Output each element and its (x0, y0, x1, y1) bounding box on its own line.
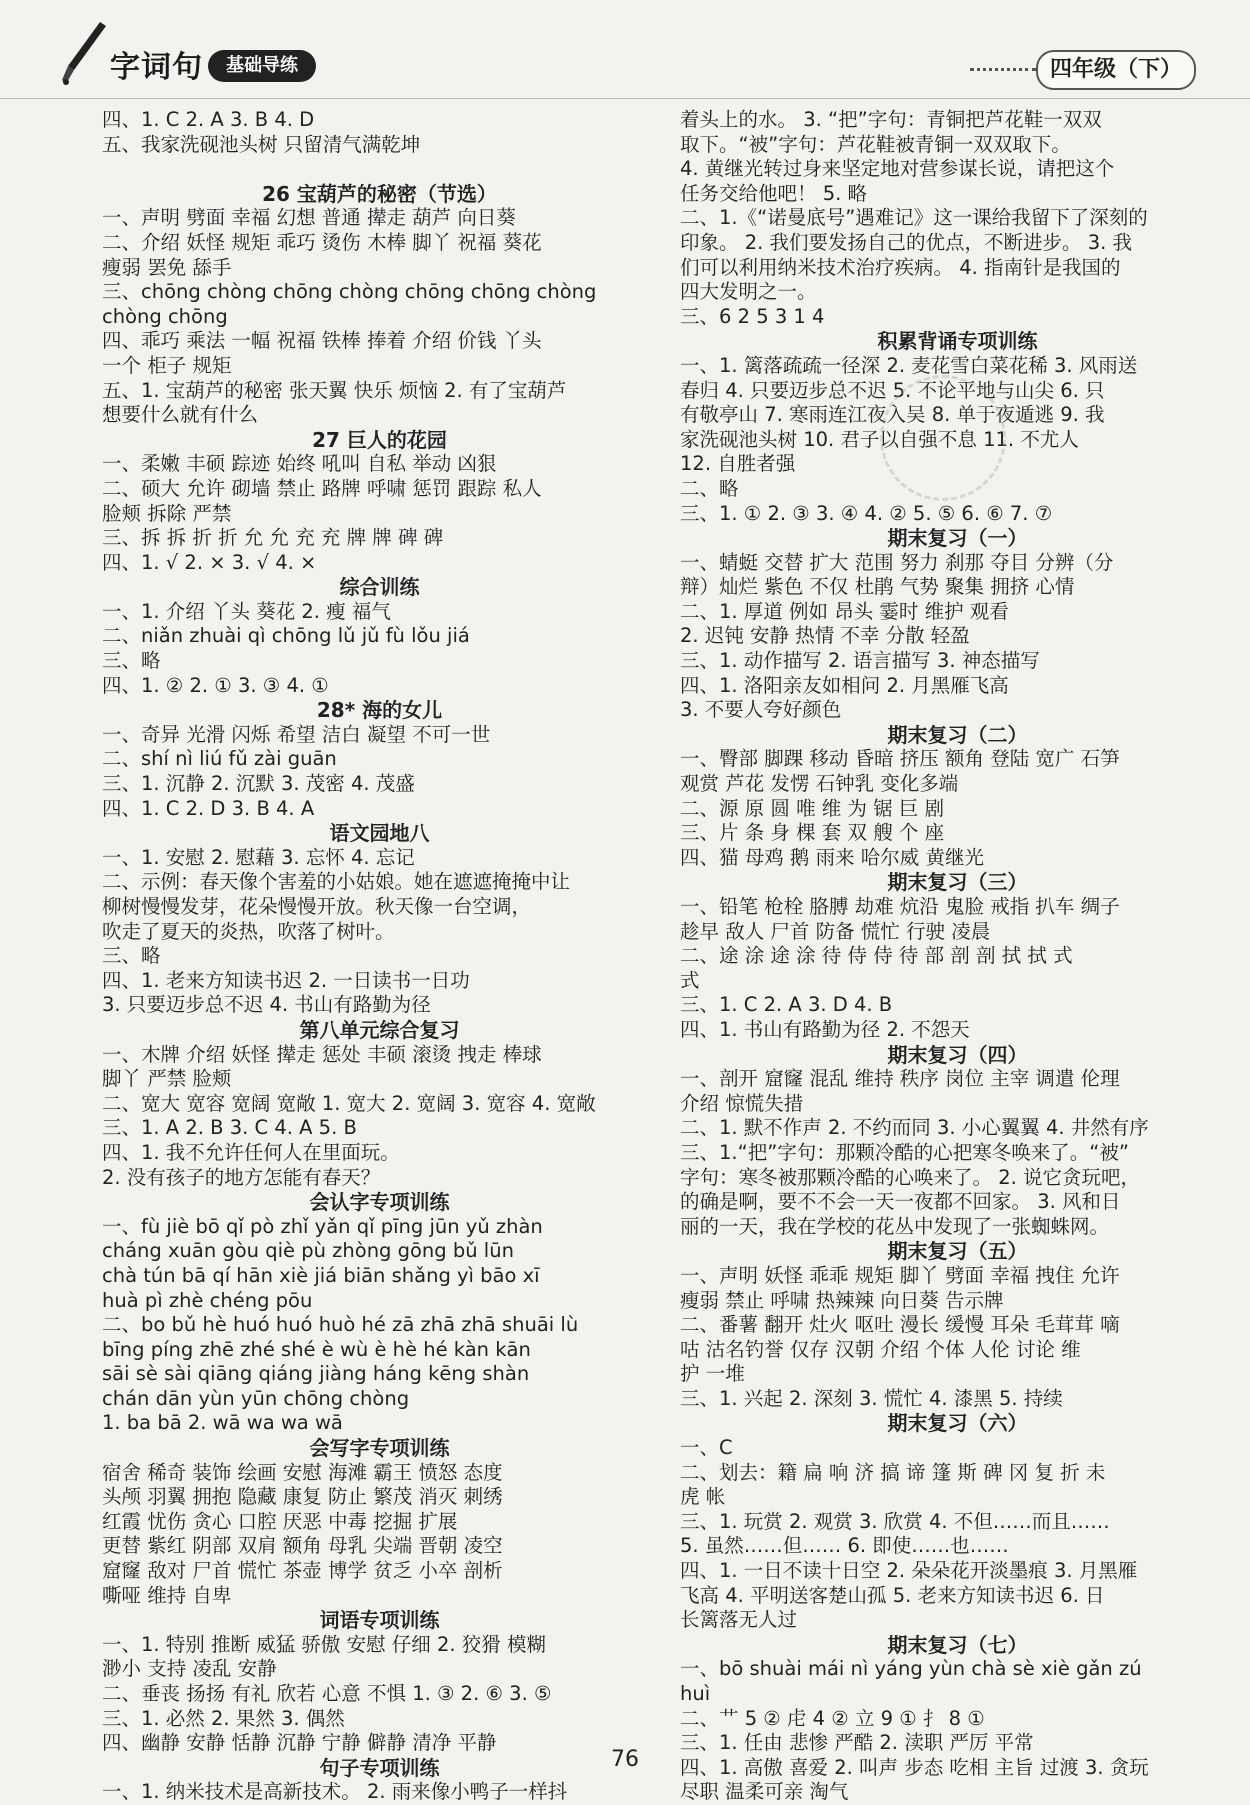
answer-line: 一、声明 妖怪 乖乖 规矩 脚丫 劈面 幸福 拽住 允许 (680, 1263, 1120, 1287)
answer-line: 一、奇异 光滑 闪烁 希望 洁白 凝望 不可一世 (102, 722, 491, 746)
answer-line: 取下。“被”字句：芦花鞋被青铜一双双取下。 (680, 132, 1071, 156)
answer-line: chà tún bā qí hān xiè jiá biān shǎng yì bāo xī (102, 1263, 540, 1287)
answer-line: 三、1. A 2. B 3. C 4. A 5. B (102, 1116, 357, 1140)
answer-line: 飞高 4. 平明送客楚山孤 5. 老来方知读书迟 6. 日 (680, 1583, 1105, 1607)
answer-line: 尽职 温柔可亲 淘气 (680, 1780, 849, 1804)
answer-line: 4. 黄继光转过身来坚定地对营参谋长说，请把这个 (680, 157, 1115, 181)
answer-line: 三、1.“把”字句：那颗冷酷的心把寒冬唤来了。“被” (680, 1140, 1130, 1164)
answer-line: 一、C (680, 1436, 733, 1460)
answer-line: 瘦弱 禁止 呼啸 热辣辣 向日葵 告示牌 (680, 1288, 1004, 1312)
answer-line: chòng chōng (102, 304, 228, 328)
answer-line: 三、1. 任由 悲惨 严酷 2. 渎职 严厉 平常 (680, 1731, 1034, 1755)
answer-line: 三、1. C 2. A 3. D 4. B (680, 993, 893, 1017)
answer-line: 柳树慢慢发芽，花朵慢慢开放。秋天像一台空调， (102, 895, 532, 918)
answer-line: 窟窿 敌对 尸首 慌忙 茶壶 博学 贫乏 小卒 剖析 (102, 1559, 503, 1583)
answer-line: 三、1. 动作描写 2. 语言描写 3. 神态描写 (680, 649, 1040, 673)
answer-line: 四、1. 我不允许任何人在里面玩。 (102, 1140, 400, 1164)
answer-line: 吹走了夏天的炎热，吹落了树叶。 (102, 919, 395, 943)
answer-line: 四、1. 高傲 喜爱 2. 叫声 步态 吃相 主旨 过渡 3. 贪玩 (680, 1755, 1149, 1779)
logo-badge: 基础导练 (208, 50, 316, 82)
answer-line: 三、拆 拆 折 折 允 允 充 充 牌 牌 碑 碑 (102, 526, 444, 550)
right-answer-column (680, 108, 1235, 1805)
section-title: 期末复习（七） (887, 1632, 1028, 1657)
answer-line: 瘦弱 罢免 舔手 (102, 255, 232, 279)
answer-line: 二、宽大 宽容 宽阔 宽敞 1. 宽大 2. 宽阔 3. 宽容 4. 宽敞 (102, 1091, 596, 1115)
answer-line: 四、1. 一日不读十日空 2. 朵朵花开淡墨痕 3. 月黑雁 (680, 1559, 1138, 1583)
answer-line: 二、略 (680, 476, 739, 500)
answer-line: 四、1. √ 2. × 3. √ 4. × (102, 550, 317, 574)
answer-line: 一、bō shuài mái nì yáng yùn chà sè xiè gǎn zú (680, 1657, 1142, 1681)
answer-line: 渺小 支持 凌乱 安静 (102, 1657, 277, 1681)
answer-line: 着头上的水。 3. “把”字句：青铜把芦花鞋一双双 (680, 108, 1102, 131)
answer-line: 一、臀部 脚踝 移动 昏暗 挤压 额角 登陆 宽广 石笋 (680, 747, 1120, 771)
answer-line: 三、1. ① 2. ③ 3. ④ 4. ② 5. ⑤ 6. ⑥ 7. ⑦ (680, 501, 1053, 525)
answer-line: 脚丫 严禁 脸颊 (102, 1067, 232, 1091)
answer-line: 三、1. 兴起 2. 深刻 3. 慌忙 4. 漆黑 5. 持续 (680, 1386, 1063, 1410)
header-rule (0, 98, 1250, 99)
answer-line: 头颅 羽翼 拥抱 隐藏 康复 防止 繁茂 消灭 刺绣 (102, 1485, 503, 1509)
answer-line: 印象。 2. 我们要发扬自己的优点，不断进步。 3. 我 (680, 230, 1133, 254)
answer-line: 更替 紫红 阴部 双肩 额角 母乳 尖端 晋朝 凌空 (102, 1534, 503, 1558)
answer-line: 5. 虽然……但…… 6. 即使……也…… (680, 1534, 1009, 1558)
answer-line: 三、1. 必然 2. 果然 3. 偶然 (102, 1706, 345, 1730)
section-title: 期末复习（四） (887, 1042, 1028, 1067)
answer-line: 四、1. ② 2. ① 3. ③ 4. ① (102, 673, 329, 697)
answer-line: 护 一堆 (680, 1362, 745, 1386)
answer-line: 三、1. 沉静 2. 沉默 3. 茂密 4. 茂盛 (102, 772, 415, 796)
section-title: 综合训练 (339, 575, 420, 600)
answer-line: 们可以利用纳米技术治疗疾病。 4. 指南针是我国的 (680, 255, 1121, 279)
answer-line: 二、划去：籍 扁 响 济 搞 谛 篷 斯 碑 冈 复 折 未 (680, 1460, 1106, 1484)
answer-line: 二、介绍 妖怪 规矩 乖巧 烫伤 木棒 脚丫 祝福 葵花 (102, 230, 542, 254)
answer-line: 有敬亭山 7. 寒雨连江夜入吴 8. 单于夜遁逃 9. 我 (680, 403, 1105, 427)
answer-line: 四、1. 书山有路勤为径 2. 不怨天 (680, 1017, 970, 1041)
answer-line: 任务交给他吧！ 5. 略 (680, 181, 868, 205)
answer-line: 三、6 2 5 3 1 4 (680, 304, 825, 328)
section-title: 26 宝葫芦的秘密（节选） (262, 181, 497, 206)
left-answer-column (102, 108, 657, 1805)
section-title: 期末复习（二） (887, 722, 1028, 747)
section-title: 第八单元综合复习 (299, 1017, 460, 1042)
answer-line: 的确是啊，要不不会一天一夜都不回家。 3. 风和日 (680, 1190, 1121, 1214)
answer-line: 三、片 条 身 棵 套 双 艘 个 座 (680, 821, 945, 845)
answer-line: 辩）灿烂 紫色 不仅 杜鹃 气势 聚集 拥挤 心情 (680, 575, 1075, 599)
answer-line: 四、乖巧 乘法 一幅 祝福 铁棒 捧着 介绍 价钱 丫头 (102, 329, 542, 353)
answer-line: 红霞 忧伤 贪心 口腔 厌恶 中毒 挖掘 扩展 (102, 1509, 458, 1533)
answer-line: 二、途 涂 途 涂 待 侍 侍 待 部 剖 剖 拭 拭 式 (680, 944, 1073, 968)
answer-line: 二、1.《“诺曼底号”遇难记》这一课给我留下了深刻的 (680, 206, 1148, 230)
watermark-stamp (880, 375, 1006, 501)
answer-line: 一、1. 介绍 丫头 葵花 2. 瘦 福气 (102, 599, 391, 623)
answer-line: 四、1. 洛阳亲友如相问 2. 月黑雁飞高 (680, 673, 1009, 697)
answer-line: 趁早 敌人 尸首 防备 慌忙 行驶 凌晨 (680, 919, 991, 943)
answer-line: cháng xuān gòu qiè pù zhòng gōng bǔ lūn (102, 1239, 514, 1263)
header-dots (970, 68, 1036, 71)
answer-line: 一、fù jiè bō qǐ pò zhǐ yǎn qǐ pīng jūn yǔ zhàn (102, 1214, 543, 1238)
answer-line: 一、铅笔 枪栓 胳膊 劫难 炕沿 鬼脸 戒指 扒车 绸子 (680, 895, 1120, 918)
answer-line: 想要什么就有什么 (102, 403, 259, 427)
answer-line: 二、垂丧 扬扬 有礼 欣若 心意 不惧 1. ③ 2. ⑥ 3. ⑤ (102, 1682, 552, 1705)
section-title: 期末复习（一） (887, 526, 1028, 551)
answer-line: 丽的一天，我在学校的花丛中发现了一张蜘蛛网。 (680, 1214, 1110, 1238)
grade-label: 四年级（下） (1036, 50, 1196, 90)
answer-line: bīng píng zhē zhé shé è wù è hè hé kàn kān (102, 1337, 531, 1361)
section-title: 期末复习（六） (887, 1411, 1028, 1436)
answer-line: huà pì zhè chéng pōu (102, 1288, 313, 1312)
answer-line: sāi sè sài qiāng qiáng jiàng háng kēng shàn (102, 1362, 530, 1386)
answer-line: huì (680, 1682, 711, 1705)
answer-line: 五、我家洗砚池头树 只留清气满乾坤 (102, 132, 421, 156)
section-title: 语文园地八 (329, 821, 430, 846)
answer-line: 家洗砚池头树 10. 君子以自强不息 11. 不尤人 (680, 427, 1079, 451)
answer-line: 12. 自胜者强 (680, 452, 796, 476)
answer-line: 1. ba bā 2. wā wa wa wā (102, 1411, 343, 1435)
answer-line: 四、幽静 安静 恬静 沉静 宁静 僻静 清净 平静 (102, 1731, 497, 1755)
answer-line: 3. 只要迈步总不迟 4. 书山有路勤为径 (102, 993, 431, 1017)
section-title: 28* 海的女儿 (316, 698, 443, 723)
section-title: 会写字专项训练 (309, 1436, 450, 1461)
section-title: 积累背诵专项训练 (877, 329, 1038, 354)
answer-line: 二、niǎn zhuài qì chōng lǔ jǔ fù lǒu jiá (102, 624, 470, 648)
page-header (0, 0, 1250, 110)
section-title: 期末复习（五） (887, 1239, 1028, 1264)
answer-line: 五、1. 宝葫芦的秘密 张天翼 快乐 烦恼 2. 有了宝葫芦 (102, 378, 567, 402)
answer-line: 三、1. 玩赏 2. 观赏 3. 欣赏 4. 不但……而且…… (680, 1509, 1110, 1533)
answer-line: 一、蜻蜓 交替 扩大 范围 努力 刹那 夺目 分辨（分 (680, 550, 1114, 574)
section-title: 会认字专项训练 (309, 1190, 450, 1215)
answer-line: 2. 迟钝 安静 热情 不幸 分散 轻盈 (680, 624, 970, 648)
answer-line: 式 (680, 968, 700, 992)
logo-text: 字词句 (110, 50, 203, 85)
answer-line: 虎 帐 (680, 1485, 726, 1509)
answer-line: 宿舍 稀奇 装饰 绘画 安慰 海滩 霸王 愤怒 态度 (102, 1460, 503, 1484)
answer-line: 长篱落无人过 (680, 1608, 798, 1632)
answer-line: 三、略 (102, 649, 161, 673)
answer-line: 一、剖开 窟窿 混乱 维持 秩序 岗位 主宰 调遣 伦理 (680, 1067, 1120, 1091)
answer-line: 四、1. C 2. A 3. B 4. D (102, 108, 315, 131)
answer-line: 二、源 原 圆 唯 维 为 锯 巨 剧 (680, 796, 945, 820)
answer-line: 咕 沽名钓誉 仅存 汉朝 介绍 个体 人伦 讨论 维 (680, 1337, 1081, 1361)
answer-line: 二、硕大 允许 砌墙 禁止 路牌 呼啸 惩罚 跟踪 私人 (102, 476, 542, 500)
answer-line: 介绍 惊慌失措 (680, 1091, 804, 1115)
answer-line: 一、1. 纳米技术是高新技术。 2. 雨来像小鸭子一样抖 (102, 1780, 568, 1804)
answer-line: 一、1. 篱落疏疏一径深 2. 麦花雪白菜花稀 3. 风雨送 (680, 353, 1138, 377)
answer-line: 春归 4. 只要迈步总不迟 5. 不论平地与山尖 6. 只 (680, 378, 1105, 402)
answer-line: 四、1. 老来方知读书迟 2. 一日读书一日功 (102, 968, 470, 992)
answer-line: 二、1. 厚道 例如 昂头 霎时 维护 观看 (680, 599, 1009, 623)
answer-line: 一、柔嫩 丰硕 踪迹 始终 吼叫 自私 举动 凶狠 (102, 452, 497, 476)
answer-line: 二、1. 默不作声 2. 不约而同 3. 小心翼翼 4. 井然有序 (680, 1116, 1149, 1140)
answer-line: 四大发明之一。 (680, 280, 817, 304)
answer-line: 嘶哑 维持 自卑 (102, 1583, 232, 1607)
answer-line: 一、木牌 介绍 妖怪 撵走 惩处 丰硕 滚烫 拽走 棒球 (102, 1042, 542, 1066)
answer-line: 一、1. 安慰 2. 慰藉 3. 忘怀 4. 忘记 (102, 845, 415, 869)
answer-line: 四、1. C 2. D 3. B 4. A (102, 796, 315, 820)
answer-line: 二、番薯 翻开 灶火 呕吐 漫长 缓慢 耳朵 毛茸茸 嘀 (680, 1313, 1120, 1337)
answer-line: 三、chōng chòng chōng chòng chōng chōng chòng (102, 280, 597, 304)
answer-line: 一、声明 劈面 幸福 幻想 普通 撵走 葫芦 向日葵 (102, 206, 516, 230)
answer-line: 字句：寒冬被那颗冷酷的心唤来了。 2. 说它贪玩吧， (680, 1165, 1141, 1189)
answer-line: 三、略 (102, 944, 161, 968)
page-number: 76 (611, 1747, 639, 1772)
answer-line: 一个 柜子 规矩 (102, 353, 232, 377)
answer-line: 二、shí nì liú fǔ zài guān (102, 747, 337, 771)
answer-line: 二、bo bǔ hè huó huó huò hé zā zhā zhā shuāi lù (102, 1313, 579, 1337)
answer-line: 一、1. 特别 推断 威猛 骄傲 安慰 仔细 2. 狡猾 模糊 (102, 1632, 546, 1656)
section-title: 27 巨人的花园 (312, 427, 447, 452)
section-title: 句子专项训练 (319, 1755, 440, 1780)
answer-line: 四、猫 母鸡 鹅 雨来 哈尔威 黄继光 (680, 845, 984, 869)
section-title: 期末复习（三） (887, 870, 1028, 895)
answer-line: 脸颊 拆除 严禁 (102, 501, 232, 525)
section-title: 词语专项训练 (319, 1608, 440, 1633)
answer-line: 3. 不要人夸好颜色 (680, 698, 842, 722)
answer-line: 观赏 芦花 发愣 石钟乳 变化多端 (680, 772, 959, 796)
answer-line: 二、艹 5 ② 虍 4 ② 立 9 ① 扌 8 ① (680, 1706, 985, 1730)
answer-line (102, 157, 657, 182)
answer-line: 二、示例：春天像个害羞的小姑娘。她在遮遮掩掩中让 (102, 870, 571, 894)
brush-icon (60, 18, 110, 88)
answer-line: 2. 没有孩子的地方怎能有春天？ (102, 1165, 381, 1189)
answer-line: chán dān yùn yūn chōng chòng (102, 1386, 410, 1410)
